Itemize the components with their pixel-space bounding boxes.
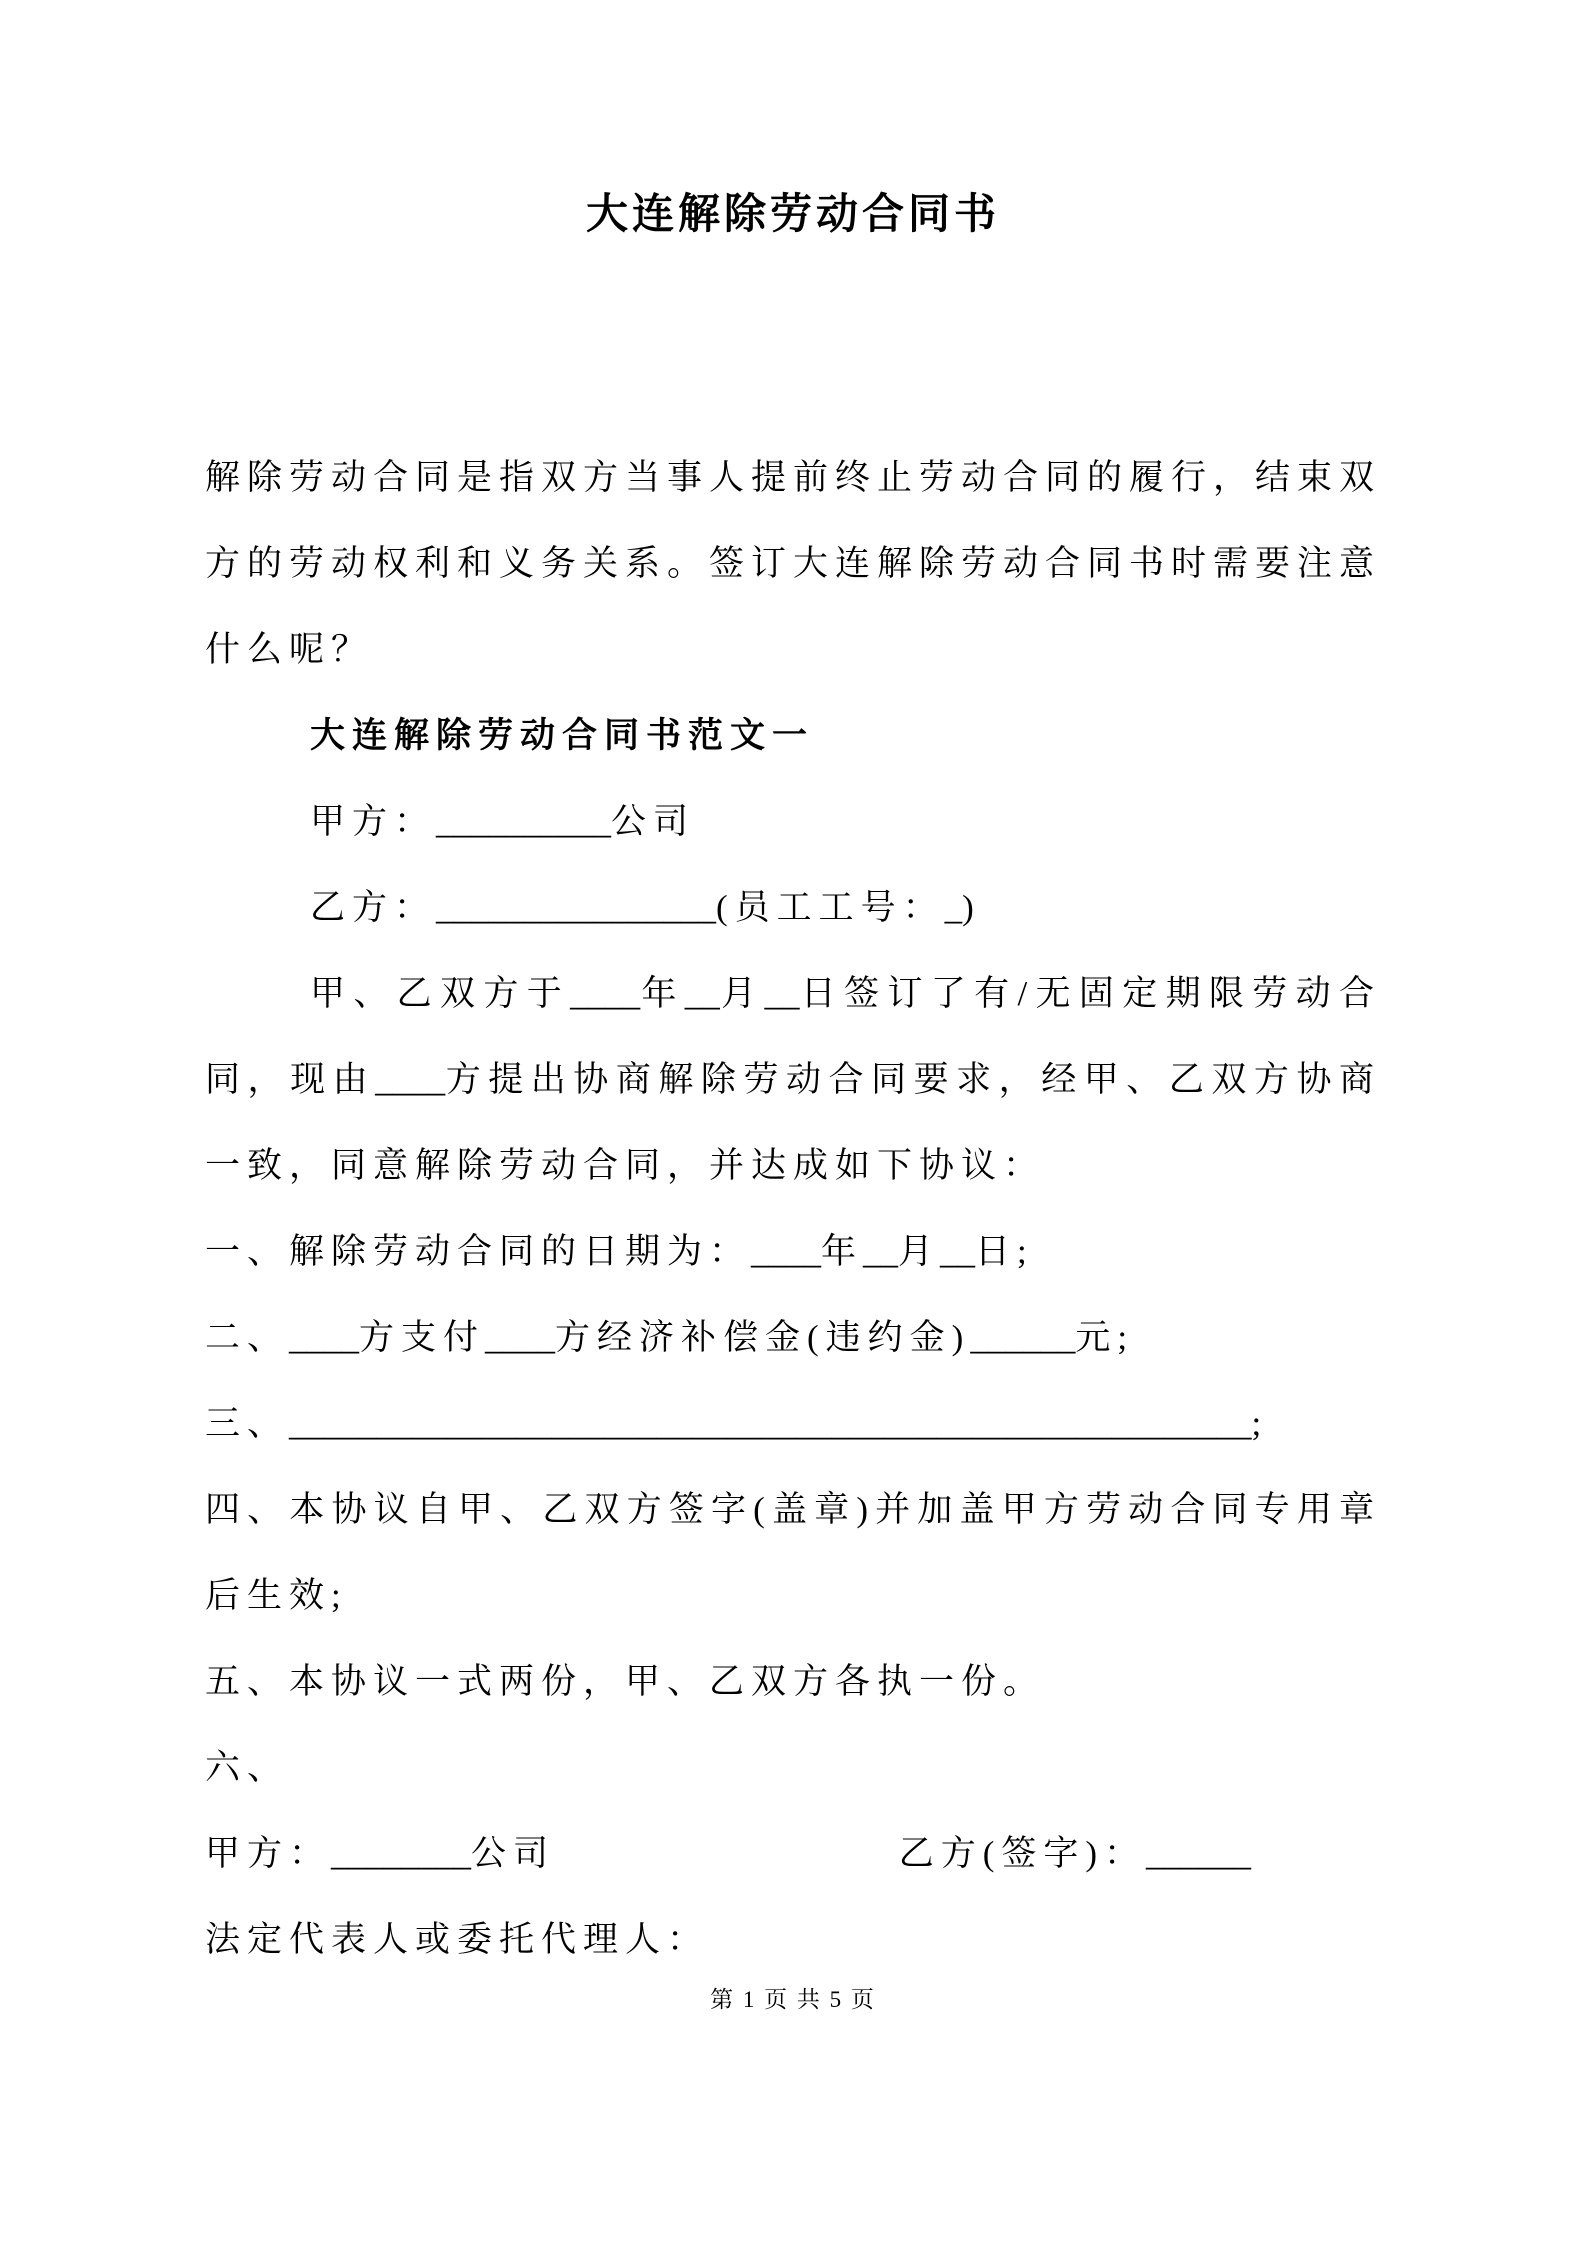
intro-paragraph: 解除劳动合同是指双方当事人提前终止劳动合同的履行，结束双方的劳动权利和义务关系。签订大连解除劳动合同书时需要注意什么呢？ <box>205 458 1382 669</box>
sample-heading: 大连解除劳动合同书范文一 <box>310 716 815 755</box>
item-2-text-3: 方经济补偿金(违约金) <box>555 1318 971 1357</box>
party-b-worker-id-blank: _ <box>944 888 963 927</box>
item-1-year-blank: ____ <box>751 1232 822 1271</box>
agreement-text-2: 年 <box>640 974 685 1013</box>
item-1-month-blank: __ <box>863 1232 899 1271</box>
signature-party-a-blank: ________ <box>331 1834 472 1873</box>
party-b-label: 乙方： <box>310 888 437 927</box>
signature-party-a <box>205 1811 555 1897</box>
signature-party-b-blank: ______ <box>1146 1834 1251 1873</box>
doc-body <box>205 435 1381 1983</box>
page-footer: 第 1 页 共 5 页 <box>710 1987 876 2012</box>
agreement-paragraph <box>205 951 1381 1209</box>
item-3-long-blank: _______________________________________________________ <box>289 1404 1252 1443</box>
signature-party-b-label: 乙方(签字)： <box>898 1834 1146 1873</box>
item-2-payer-blank: ____ <box>289 1318 360 1357</box>
item-2-line <box>205 1295 1381 1381</box>
item-6-line: 六、 <box>205 1748 290 1787</box>
agreement-text-3: 月 <box>719 974 765 1013</box>
party-a-suffix: 公司 <box>611 802 696 841</box>
legal-rep-line: 法定代表人或委托代理人： <box>205 1920 710 1959</box>
day-blank: __ <box>764 974 800 1013</box>
item-3-line <box>205 1381 1381 1467</box>
agreement-text-5: 方提出协商解除劳动合同要求，经甲、乙双方协商一致，同意解除劳动合同，并达成如下协议： <box>205 1060 1381 1185</box>
signature-party-a-label: 甲方： <box>205 1834 332 1873</box>
item-4-paragraph: 四、本协议自甲、乙双方签字(盖章)并加盖甲方劳动合同专用章后生效; <box>205 1490 1381 1615</box>
party-b-line <box>205 865 1381 951</box>
item-2-payee-blank: ____ <box>485 1318 556 1357</box>
doc-title: 大连解除劳动合同书 <box>585 192 1000 238</box>
item-2-text-2: 方支付 <box>359 1318 486 1357</box>
party-b-worker-id-open: (员工工号： <box>716 888 945 927</box>
item-1-text-4: 日; <box>975 1232 1034 1271</box>
month-blank: __ <box>684 974 720 1013</box>
item-1-day-blank: __ <box>940 1232 976 1271</box>
item-3-label: 三、 <box>205 1404 290 1443</box>
party-a-blank: __________ <box>436 802 612 841</box>
item-1-text-1: 一、解除劳动合同的日期为： <box>205 1232 752 1271</box>
party-a-line <box>205 779 1381 865</box>
item-5-line: 五、本协议一式两份，甲、乙双方各执一份。 <box>205 1662 1046 1701</box>
item-3-suffix: ; <box>1251 1404 1269 1443</box>
signature-party-b <box>899 1811 1251 1897</box>
item-1-text-3: 月 <box>898 1232 941 1271</box>
item-2-text-4: 元; <box>1075 1318 1135 1357</box>
item-1-line <box>205 1209 1381 1295</box>
proposer-blank: ____ <box>375 1060 446 1099</box>
signature-party-a-suffix: 公司 <box>471 1834 556 1873</box>
party-b-blank: ________________ <box>436 888 717 927</box>
year-blank: ____ <box>570 974 641 1013</box>
item-2-amount-blank: ______ <box>970 1318 1076 1357</box>
agreement-text-4: 日签订了有/无固定期限劳动合同，现由 <box>205 974 1381 1099</box>
item-2-text-1: 二、 <box>205 1318 290 1357</box>
signature-row <box>205 1811 1381 1897</box>
item-1-text-2: 年 <box>821 1232 864 1271</box>
party-b-worker-id-close: ) <box>962 888 981 927</box>
party-a-label: 甲方： <box>310 802 437 841</box>
agreement-text-1: 甲、乙双方于 <box>310 974 571 1013</box>
